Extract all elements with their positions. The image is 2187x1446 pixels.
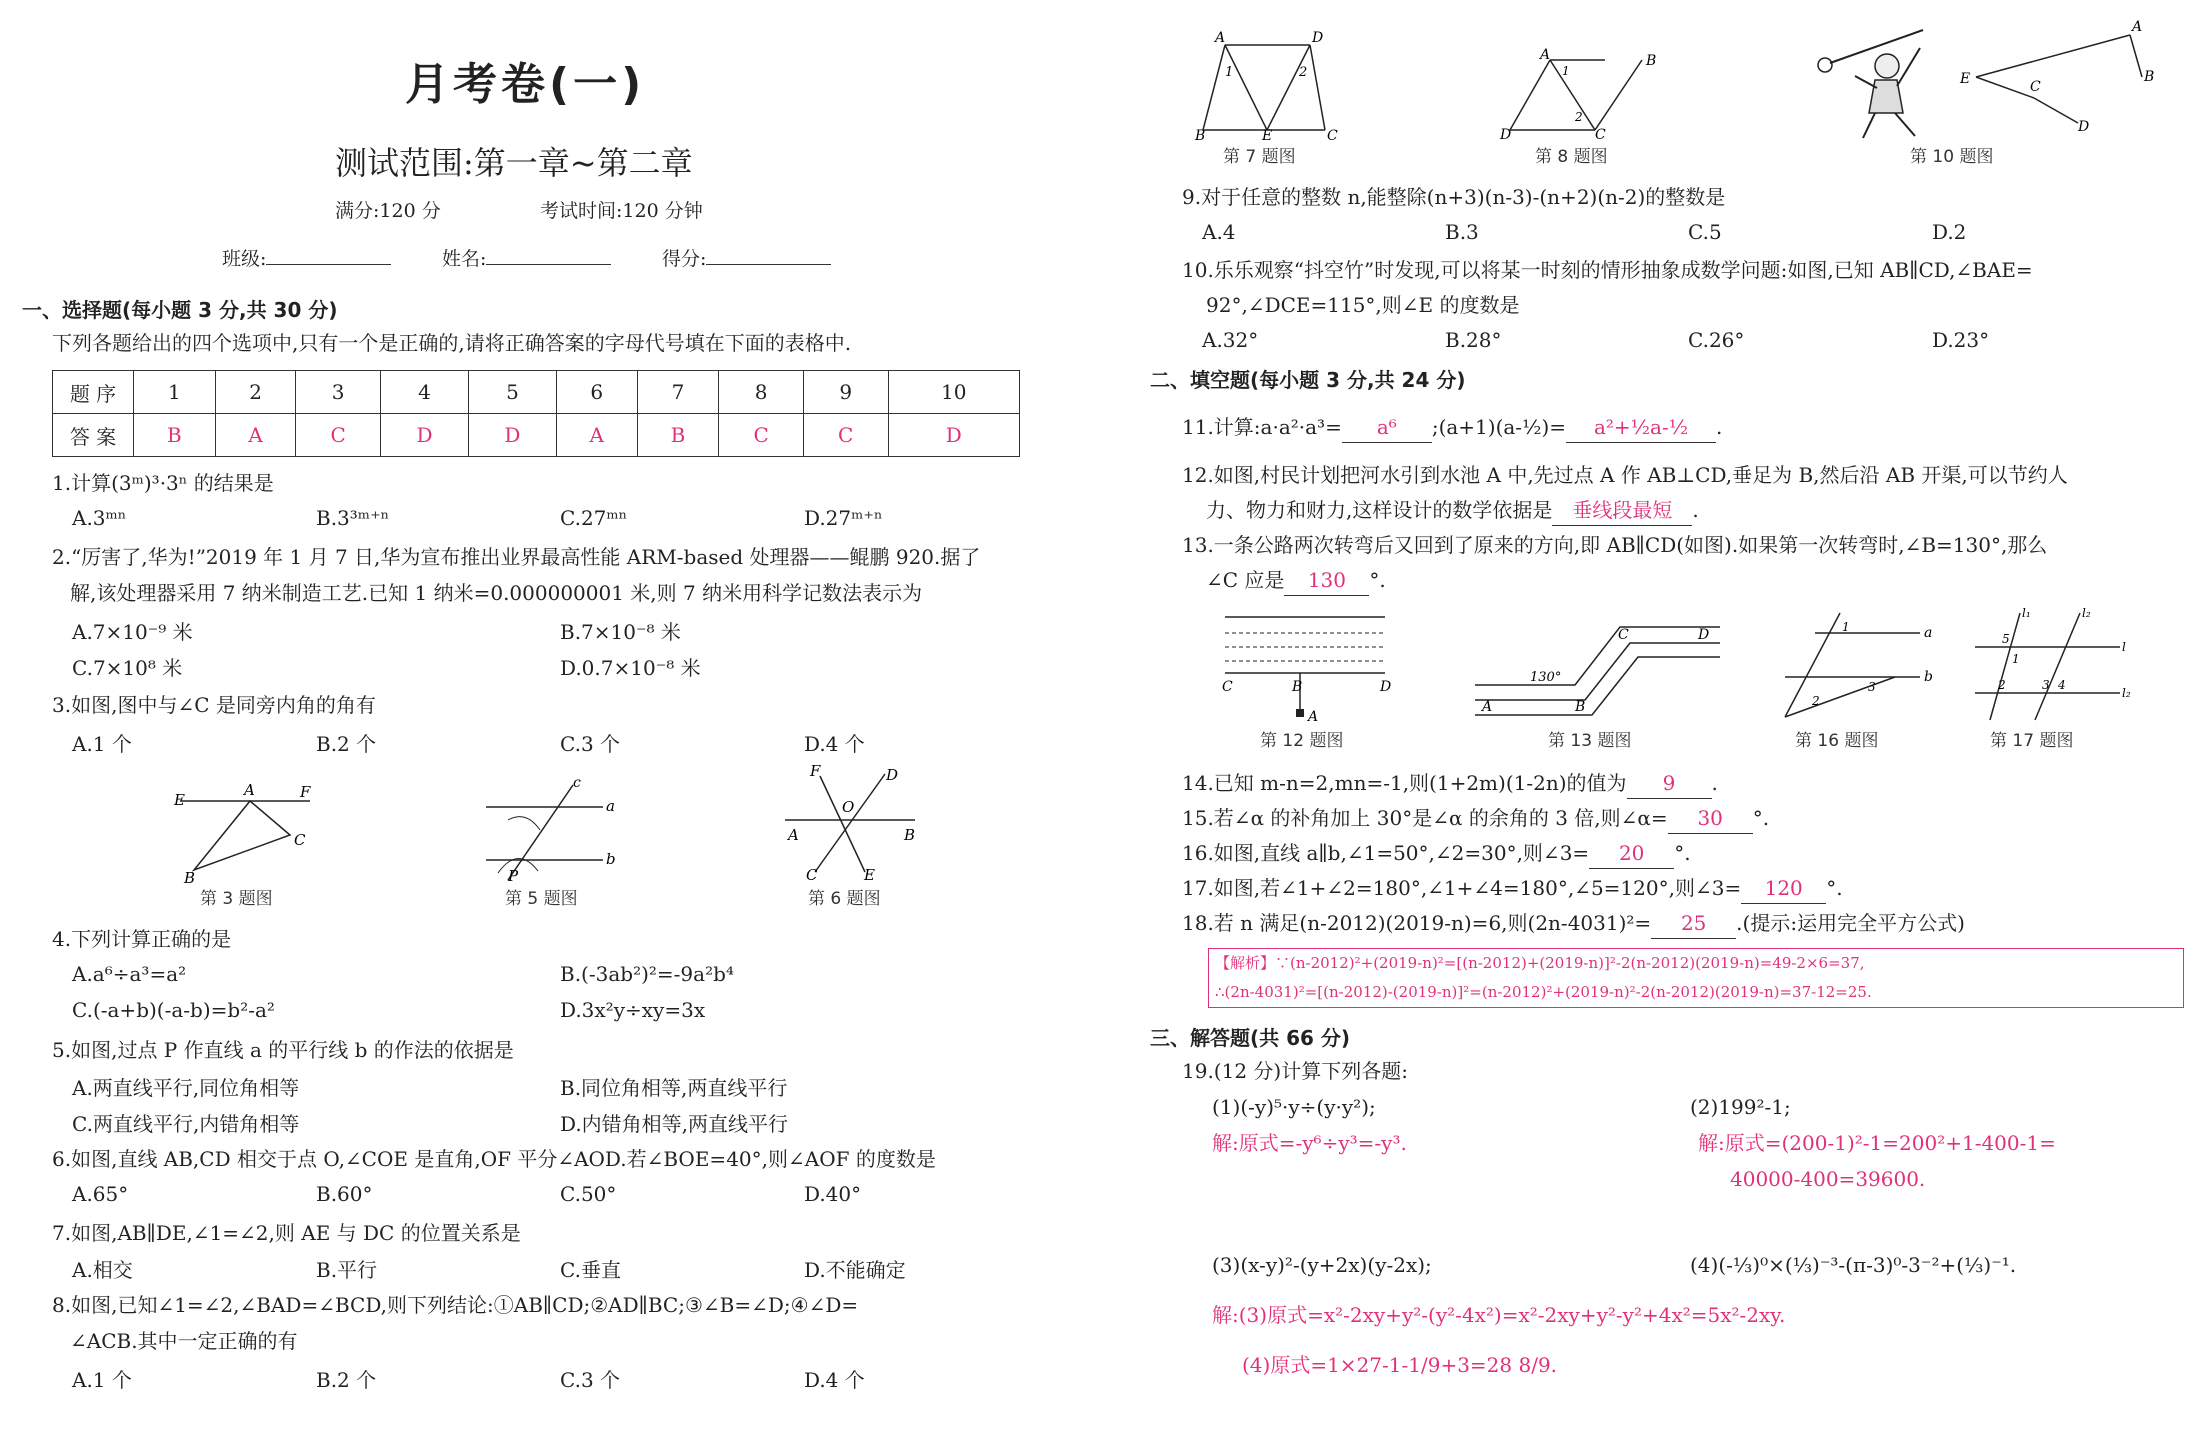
q11-suffix: . bbox=[1716, 415, 1723, 439]
q2-stem-line1: 2.“厉害了,华为!”2019 年 1 月 7 日,华为宣布推出业界最高性能 ARM-based 处理器——鲲鹏 920.据了 bbox=[52, 545, 981, 569]
q7-option-a[interactable]: A.相交 bbox=[72, 1258, 133, 1282]
q1-stem: 1.计算(3ᵐ)³·3ⁿ 的结果是 bbox=[52, 471, 274, 495]
table-number: 5 bbox=[468, 371, 556, 414]
svg-text:l₂: l₂ bbox=[2082, 606, 2091, 620]
q10-option-c[interactable]: C.26° bbox=[1688, 328, 1745, 352]
fig16-caption: 第 16 题图 bbox=[1795, 731, 1879, 751]
q12-answer[interactable]: 垂线段最短 bbox=[1552, 495, 1692, 526]
svg-text:5: 5 bbox=[2002, 632, 2010, 646]
q7-option-d[interactable]: D.不能确定 bbox=[804, 1258, 906, 1282]
table-answer[interactable]: D bbox=[468, 414, 556, 457]
q8-stem-line2: ∠ACB.其中一定正确的有 bbox=[70, 1329, 298, 1353]
table-answer[interactable]: C bbox=[296, 414, 381, 457]
table-answer[interactable]: B bbox=[134, 414, 216, 457]
figure-13-road-bend bbox=[1470, 605, 1725, 725]
figure-7-trapezoid bbox=[1195, 30, 1338, 144]
exam-time: 考试时间:120 分钟 bbox=[540, 200, 703, 222]
q14-suffix: . bbox=[1711, 771, 1718, 795]
svg-text:3: 3 bbox=[1868, 680, 1876, 694]
class-blank[interactable] bbox=[266, 244, 391, 265]
q5-option-d[interactable]: D.内错角相等,两直线平行 bbox=[560, 1112, 789, 1136]
q8-option-b[interactable]: B.2 个 bbox=[316, 1368, 377, 1392]
figure-8-quadrilateral bbox=[1500, 45, 1660, 143]
table-answer[interactable]: D bbox=[380, 414, 468, 457]
q14 bbox=[1182, 768, 1718, 799]
q3-option-c[interactable]: C.3 个 bbox=[560, 732, 621, 756]
svg-text:2: 2 bbox=[1812, 694, 1820, 708]
svg-text:C: C bbox=[1327, 128, 1338, 144]
q17 bbox=[1182, 873, 1843, 904]
section2-heading: 二、填空题(每小题 3 分,共 24 分) bbox=[1150, 368, 1466, 392]
svg-text:P: P bbox=[508, 867, 519, 885]
section3-heading: 三、解答题(共 66 分) bbox=[1150, 1026, 1351, 1050]
svg-text:D: D bbox=[2078, 119, 2090, 135]
q6-stem: 6.如图,直线 AB,CD 相交于点 O,∠COE 是直角,OF 平分∠AOD.若∠BOE=40°,则∠AOF 的度数是 bbox=[52, 1147, 936, 1171]
svg-text:O: O bbox=[842, 798, 855, 816]
svg-text:A: A bbox=[244, 781, 255, 799]
q8-stem-line1: 8.如图,已知∠1=∠2,∠BAD=∠BCD,则下列结论:①AB∥CD;②AD∥BC;③∠B=∠D;④∠D= bbox=[52, 1293, 859, 1317]
left-page bbox=[0, 0, 1065, 1446]
table-answer[interactable]: B bbox=[637, 414, 719, 457]
q12-line2 bbox=[1206, 495, 1699, 526]
svg-text:E: E bbox=[864, 866, 875, 884]
svg-text:A: A bbox=[788, 826, 799, 844]
fig3-caption: 第 3 题图 bbox=[200, 889, 273, 909]
q4-option-a[interactable]: A.a⁶÷a³=a² bbox=[72, 962, 187, 986]
q3-stem: 3.如图,图中与∠C 是同旁内角的角有 bbox=[52, 693, 376, 717]
class-field[interactable] bbox=[222, 244, 391, 271]
q13-line2 bbox=[1206, 565, 1386, 596]
name-blank[interactable] bbox=[486, 244, 611, 265]
svg-text:A: A bbox=[1215, 30, 1226, 46]
q12-prefix: 力、物力和财力,这样设计的数学依据是 bbox=[1206, 498, 1553, 522]
q17-suffix: °. bbox=[1826, 876, 1843, 900]
svg-text:E: E bbox=[1262, 128, 1273, 144]
svg-text:130°: 130° bbox=[1530, 670, 1562, 685]
svg-text:4: 4 bbox=[2058, 678, 2066, 692]
table-number: 2 bbox=[215, 371, 296, 414]
table-answer[interactable]: D bbox=[888, 414, 1020, 457]
fig5-caption: 第 5 题图 bbox=[505, 889, 578, 909]
q19-solution2-line2: 40000-400=39600. bbox=[1730, 1167, 1926, 1191]
q4-option-d[interactable]: D.3x²y÷xy=3x bbox=[560, 998, 706, 1022]
q13-answer[interactable]: 130 bbox=[1284, 565, 1369, 596]
svg-text:D: D bbox=[1312, 30, 1324, 46]
svg-text:a: a bbox=[1924, 625, 1933, 641]
analysis-box bbox=[1208, 948, 2184, 1008]
q12-line1: 12.如图,村民计划把河水引到水池 A 中,先过点 A 作 AB⊥CD,垂足为 B,然后沿 AB 开渠,可以节约人 bbox=[1182, 463, 2068, 487]
table-number: 10 bbox=[888, 371, 1020, 414]
answer-table-answer-row bbox=[53, 414, 1020, 457]
q9-stem: 9.对于任意的整数 n,能整除(n+3)(n-3)-(n+2)(n-2)的整数是 bbox=[1182, 185, 1726, 209]
q11-answer-2[interactable]: a²+½a-½ bbox=[1566, 412, 1716, 443]
q16-prefix: 16.如图,直线 a∥b,∠1=50°,∠2=30°,则∠3= bbox=[1182, 841, 1590, 865]
section1-heading: 一、选择题(每小题 3 分,共 30 分) bbox=[22, 298, 338, 322]
score-field[interactable] bbox=[662, 244, 831, 271]
svg-text:l₂: l₂ bbox=[2122, 686, 2131, 700]
q16-answer[interactable]: 20 bbox=[1589, 838, 1674, 869]
svg-text:C: C bbox=[1595, 127, 1606, 143]
svg-text:C: C bbox=[1222, 679, 1233, 695]
figure-10-diabolo-player-illustration bbox=[1805, 18, 1945, 143]
q1-option-a[interactable]: A.3ᵐⁿ bbox=[72, 506, 127, 530]
q1-option-c[interactable]: C.27ᵐⁿ bbox=[560, 506, 628, 530]
q2-option-d[interactable]: D.0.7×10⁻⁸ 米 bbox=[560, 656, 701, 680]
q18-suffix: .(提示:运用完全平方公式) bbox=[1736, 911, 1965, 935]
q7-option-b[interactable]: B.平行 bbox=[316, 1258, 378, 1282]
q2-stem-line2: 解,该处理器采用 7 纳米制造工艺.已知 1 纳米=0.000000001 米,则 7 纳米用科学记数法表示为 bbox=[70, 581, 923, 605]
q8-option-a[interactable]: A.1 个 bbox=[72, 1368, 132, 1392]
q19-part4: (4)(-⅓)⁰×(⅓)⁻³-(π-3)⁰-3⁻²+(⅓)⁻¹. bbox=[1690, 1253, 2017, 1277]
q19-part1: (1)(-y)⁵·y÷(y·y²); bbox=[1212, 1095, 1376, 1119]
figure-10-angle-diagram bbox=[1960, 15, 2160, 135]
svg-text:C: C bbox=[806, 866, 818, 884]
fig8-caption: 第 8 题图 bbox=[1535, 147, 1608, 167]
figure-17-transversals bbox=[1970, 605, 2140, 725]
figure-5-construction bbox=[478, 775, 628, 885]
name-field[interactable] bbox=[442, 244, 611, 271]
svg-text:1: 1 bbox=[1225, 65, 1234, 80]
table-number: 7 bbox=[637, 371, 719, 414]
svg-text:b: b bbox=[606, 850, 616, 868]
q12-suffix: . bbox=[1692, 498, 1699, 522]
svg-text:3: 3 bbox=[2042, 678, 2050, 692]
svg-text:D: D bbox=[1500, 127, 1512, 143]
svg-text:b: b bbox=[1924, 669, 1933, 685]
q10-stem-line1: 10.乐乐观察“抖空竹”时发现,可以将某一时刻的情形抽象成数学问题:如图,已知 AB∥CD,∠BAE= bbox=[1182, 258, 2033, 282]
row-label-answer: 答 案 bbox=[53, 414, 134, 457]
q17-answer[interactable]: 120 bbox=[1741, 873, 1826, 904]
q9-option-b[interactable]: B.3 bbox=[1445, 220, 1479, 244]
q3-option-b[interactable]: B.2 个 bbox=[316, 732, 377, 756]
figure-12-river-and-pool bbox=[1220, 605, 1395, 725]
svg-text:B: B bbox=[1646, 53, 1657, 69]
figure-3-triangle bbox=[170, 775, 320, 885]
name-label: 姓名: bbox=[442, 248, 487, 270]
svg-text:1: 1 bbox=[1562, 64, 1570, 78]
table-number: 3 bbox=[296, 371, 381, 414]
q10-stem-line2: 92°,∠DCE=115°,则∠E 的度数是 bbox=[1206, 293, 1520, 317]
q19-solution3: 解:(3)原式=x²-2xy+y²-(y²-4x²)=x²-2xy+y²-y²+4x²=5x²-2xy. bbox=[1212, 1303, 1786, 1327]
svg-text:1: 1 bbox=[2012, 652, 2020, 666]
svg-text:c: c bbox=[573, 775, 581, 791]
table-answer[interactable]: A bbox=[215, 414, 296, 457]
q7-stem: 7.如图,AB∥DE,∠1=∠2,则 AE 与 DC 的位置关系是 bbox=[52, 1221, 521, 1245]
q2-option-c[interactable]: C.7×10⁸ 米 bbox=[72, 656, 183, 680]
table-number: 8 bbox=[719, 371, 804, 414]
fig6-caption: 第 6 题图 bbox=[808, 889, 881, 909]
svg-text:A: A bbox=[1482, 699, 1493, 715]
q16-suffix: °. bbox=[1674, 841, 1691, 865]
svg-text:A: A bbox=[2132, 19, 2143, 35]
q18 bbox=[1182, 908, 1965, 939]
svg-text:2: 2 bbox=[1299, 65, 1308, 80]
figure-6-intersecting-lines bbox=[780, 762, 920, 882]
svg-text:B: B bbox=[1292, 679, 1303, 695]
q16 bbox=[1182, 838, 1691, 869]
q5-option-a[interactable]: A.两直线平行,同位角相等 bbox=[72, 1076, 300, 1100]
table-answer[interactable]: C bbox=[719, 414, 804, 457]
q15-suffix: °. bbox=[1752, 806, 1770, 830]
q13-suffix: °. bbox=[1369, 568, 1386, 592]
fig17-caption: 第 17 题图 bbox=[1990, 731, 2074, 751]
q18-prefix: 18.若 n 满足(n-2012)(2019-n)=6,则(2n-4031)²= bbox=[1182, 911, 1652, 935]
q14-prefix: 14.已知 m-n=2,mn=-1,则(1+2m)(1-2n)的值为 bbox=[1182, 771, 1627, 795]
table-answer[interactable]: A bbox=[556, 414, 637, 457]
score-blank[interactable] bbox=[706, 244, 831, 265]
q15-prefix: 15.若∠α 的补角加上 30°是∠α 的余角的 3 倍,则∠α= bbox=[1182, 806, 1668, 830]
q10-option-d[interactable]: D.23° bbox=[1932, 328, 1990, 352]
q1-option-b[interactable]: B.3³ᵐ⁺ⁿ bbox=[316, 506, 390, 530]
svg-text:C: C bbox=[2030, 79, 2041, 95]
score-label: 得分: bbox=[662, 248, 707, 270]
q4-option-c[interactable]: C.(-a+b)(-a-b)=b²-a² bbox=[72, 998, 275, 1022]
answer-table-number-row bbox=[53, 371, 1020, 414]
q19-stem: 19.(12 分)计算下列各题: bbox=[1182, 1059, 1408, 1083]
svg-text:B: B bbox=[184, 869, 196, 887]
q19-part2: (2)199²-1; bbox=[1690, 1095, 1791, 1119]
q10-option-b[interactable]: B.28° bbox=[1445, 328, 1502, 352]
q6-option-c[interactable]: C.50° bbox=[560, 1182, 617, 1206]
q7-option-c[interactable]: C.垂直 bbox=[560, 1258, 621, 1282]
table-number: 9 bbox=[803, 371, 888, 414]
svg-text:F: F bbox=[300, 783, 311, 801]
q13-prefix: ∠C 应是 bbox=[1206, 568, 1285, 592]
q10-option-a[interactable]: A.32° bbox=[1202, 328, 1259, 352]
q11-mid: ;(a+1)(a-½)= bbox=[1431, 415, 1567, 439]
q14-answer[interactable]: 9 bbox=[1627, 768, 1712, 799]
svg-text:A: A bbox=[1540, 47, 1551, 63]
svg-text:l₁: l₁ bbox=[2022, 606, 2031, 620]
full-score: 满分:120 分 bbox=[335, 200, 441, 222]
svg-text:D: D bbox=[886, 766, 899, 784]
q4-stem: 4.下列计算正确的是 bbox=[52, 927, 232, 951]
q5-option-b[interactable]: B.同位角相等,两直线平行 bbox=[560, 1076, 788, 1100]
svg-text:F: F bbox=[810, 762, 821, 780]
svg-text:a: a bbox=[606, 797, 615, 815]
svg-text:C: C bbox=[294, 831, 306, 849]
svg-text:l: l bbox=[2122, 640, 2126, 654]
exam-subtitle: 测试范围:第一章~第二章 bbox=[335, 144, 693, 182]
svg-text:B: B bbox=[904, 826, 916, 844]
q19-part3: (3)(x-y)²-(y+2x)(y-2x); bbox=[1212, 1253, 1432, 1277]
q8-option-d[interactable]: D.4 个 bbox=[804, 1368, 865, 1392]
q8-option-c[interactable]: C.3 个 bbox=[560, 1368, 621, 1392]
svg-text:A: A bbox=[1308, 709, 1319, 725]
svg-text:B: B bbox=[2144, 69, 2155, 85]
q13-line1: 13.一条公路两次转弯后又回到了原来的方向,即 AB∥CD(如图).如果第一次转弯时,∠B=130°,那么 bbox=[1182, 533, 2048, 557]
svg-text:B: B bbox=[1575, 699, 1586, 715]
q15 bbox=[1182, 803, 1769, 834]
right-page bbox=[1140, 0, 2187, 1446]
q6-option-b[interactable]: B.60° bbox=[316, 1182, 373, 1206]
svg-text:D: D bbox=[1380, 679, 1392, 695]
q17-prefix: 17.如图,若∠1+∠2=180°,∠1+∠4=180°,∠5=120°,则∠3= bbox=[1182, 876, 1742, 900]
svg-text:1: 1 bbox=[1842, 620, 1850, 634]
svg-text:E: E bbox=[1960, 71, 1971, 87]
svg-text:2: 2 bbox=[1575, 110, 1583, 124]
fig12-caption: 第 12 题图 bbox=[1260, 731, 1344, 751]
q6-option-a[interactable]: A.65° bbox=[72, 1182, 129, 1206]
fig13-caption: 第 13 题图 bbox=[1548, 731, 1632, 751]
q3-option-d[interactable]: D.4 个 bbox=[804, 732, 865, 756]
q15-answer[interactable]: 30 bbox=[1668, 803, 1753, 834]
q3-option-a[interactable]: A.1 个 bbox=[72, 732, 132, 756]
q6-option-d[interactable]: D.40° bbox=[804, 1182, 862, 1206]
svg-text:B: B bbox=[1195, 128, 1206, 144]
q19-solution4: (4)原式=1×27-1-1/9+3=28 8/9. bbox=[1242, 1353, 1558, 1377]
class-label: 班级: bbox=[222, 248, 267, 270]
q9-option-d[interactable]: D.2 bbox=[1932, 220, 1967, 244]
q18-answer[interactable]: 25 bbox=[1651, 908, 1736, 939]
table-number: 1 bbox=[134, 371, 216, 414]
svg-text:E: E bbox=[174, 791, 185, 809]
q2-option-a[interactable]: A.7×10⁻⁹ 米 bbox=[72, 620, 193, 644]
row-label-number: 题 序 bbox=[53, 371, 134, 414]
fig7-caption: 第 7 题图 bbox=[1223, 147, 1296, 167]
q5-option-c[interactable]: C.两直线平行,内错角相等 bbox=[72, 1112, 300, 1136]
q9-option-c[interactable]: C.5 bbox=[1688, 220, 1722, 244]
analysis-line1: 【解析】∵(n-2012)²+(2019-n)²=[(n-2012)+(2019-n)]²-2(n-2012)(2019-n)=49-2×6=37, bbox=[1215, 954, 1865, 972]
q4-option-b[interactable]: B.(-3ab²)²=-9a²b⁴ bbox=[560, 962, 734, 986]
svg-text:C: C bbox=[1618, 627, 1629, 643]
table-number: 6 bbox=[556, 371, 637, 414]
q19-solution1: 解:原式=-y⁶÷y³=-y³. bbox=[1212, 1131, 1407, 1155]
q5-stem: 5.如图,过点 P 作直线 a 的平行线 b 的作法的依据是 bbox=[52, 1038, 514, 1062]
q11-answer-1[interactable]: a⁶ bbox=[1342, 412, 1432, 443]
fig10-caption: 第 10 题图 bbox=[1910, 147, 1994, 167]
q19-solution2-line1: 解:原式=(200-1)²-1=200²+1-400-1= bbox=[1698, 1131, 2056, 1155]
section1-instruction: 下列各题给出的四个选项中,只有一个是正确的,请将正确答案的字母代号填在下面的表格中. bbox=[52, 331, 852, 355]
analysis-line2: ∴(2n-4031)²=[(n-2012)-(2019-n)]²=(n-2012)²+(2019-n)²-2(n-2012)(2019-n)=37-12=25. bbox=[1215, 983, 1872, 1001]
table-answer[interactable]: C bbox=[803, 414, 888, 457]
q1-option-d[interactable]: D.27ᵐ⁺ⁿ bbox=[804, 506, 883, 530]
q11 bbox=[1182, 412, 1722, 443]
q9-option-a[interactable]: A.4 bbox=[1202, 220, 1236, 244]
exam-title: 月考卷(一) bbox=[405, 59, 646, 110]
svg-text:2: 2 bbox=[1998, 678, 2006, 692]
svg-text:D: D bbox=[1698, 627, 1710, 643]
table-number: 4 bbox=[380, 371, 468, 414]
answer-table bbox=[52, 370, 1020, 457]
q2-option-b[interactable]: B.7×10⁻⁸ 米 bbox=[560, 620, 681, 644]
figure-16-parallel-lines bbox=[1780, 605, 1940, 725]
q11-prefix: 11.计算:a·a²·a³= bbox=[1182, 415, 1342, 439]
